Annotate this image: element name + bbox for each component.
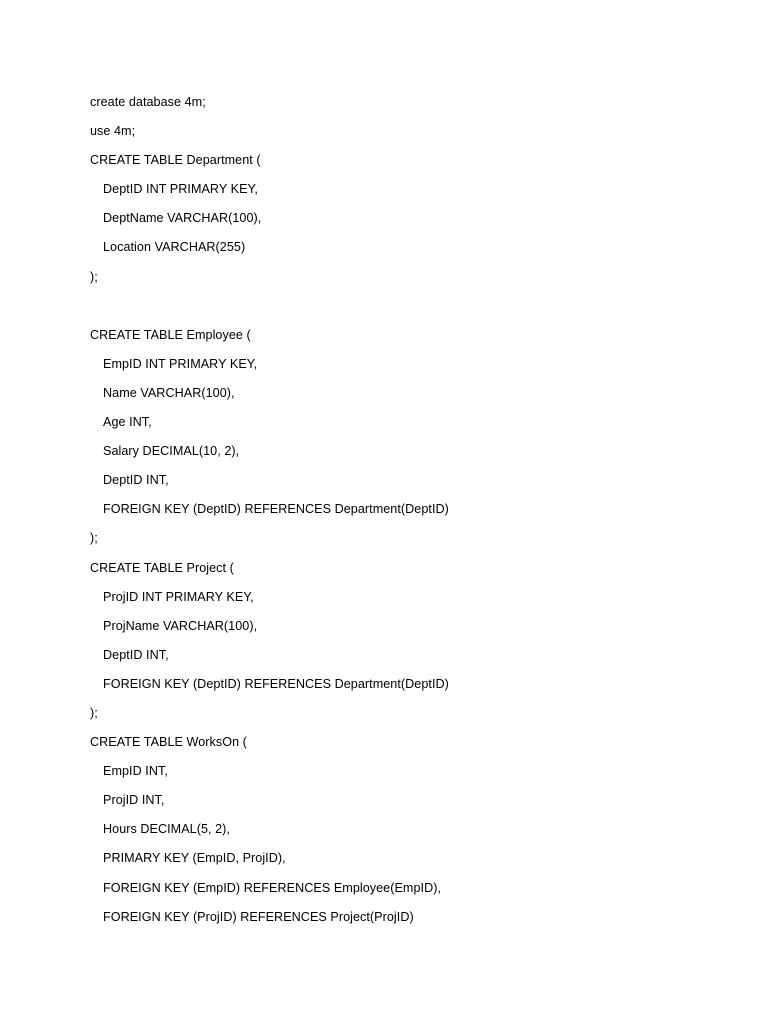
code-line: FOREIGN KEY (DeptID) REFERENCES Department(DeptID) xyxy=(103,502,449,517)
code-line: Location VARCHAR(255) xyxy=(103,240,246,255)
code-line: ); xyxy=(90,531,98,546)
code-line: FOREIGN KEY (DeptID) REFERENCES Department(DeptID) xyxy=(103,676,449,691)
code-line: EmpID INT PRIMARY KEY, xyxy=(103,356,258,371)
code-line: Name VARCHAR(100), xyxy=(103,385,235,400)
code-line: ); xyxy=(90,705,98,720)
code-line: CREATE TABLE Employee ( xyxy=(90,327,251,342)
code-line: DeptName VARCHAR(100), xyxy=(103,211,262,226)
code-line: DeptID INT, xyxy=(103,647,169,662)
code-line: EmpID INT, xyxy=(103,764,168,779)
code-line: CREATE TABLE Department ( xyxy=(90,153,261,168)
blank-line xyxy=(90,295,730,324)
code-line: FOREIGN KEY (EmpID) REFERENCES Employee(EmpID), xyxy=(103,880,442,895)
code-line: Hours DECIMAL(5, 2), xyxy=(103,822,230,837)
code-line: FOREIGN KEY (ProjID) REFERENCES Project(ProjID) xyxy=(103,909,414,924)
code-line: ProjID INT PRIMARY KEY, xyxy=(103,589,254,604)
sql-script-text xyxy=(90,91,730,935)
code-line: ProjName VARCHAR(100), xyxy=(103,618,258,633)
code-line: DeptID INT, xyxy=(103,473,169,488)
code-line: Age INT, xyxy=(103,415,152,430)
code-line: ); xyxy=(90,269,98,284)
code-line: CREATE TABLE Project ( xyxy=(90,560,234,575)
code-line: ProjID INT, xyxy=(103,793,165,808)
code-line: CREATE TABLE WorksOn ( xyxy=(90,735,247,750)
code-line: PRIMARY KEY (EmpID, ProjID), xyxy=(103,851,286,866)
code-line: use 4m; xyxy=(90,124,136,139)
code-line: Salary DECIMAL(10, 2), xyxy=(103,444,240,459)
code-line: DeptID INT PRIMARY KEY, xyxy=(103,182,258,197)
code-line: create database 4m; xyxy=(90,95,206,109)
